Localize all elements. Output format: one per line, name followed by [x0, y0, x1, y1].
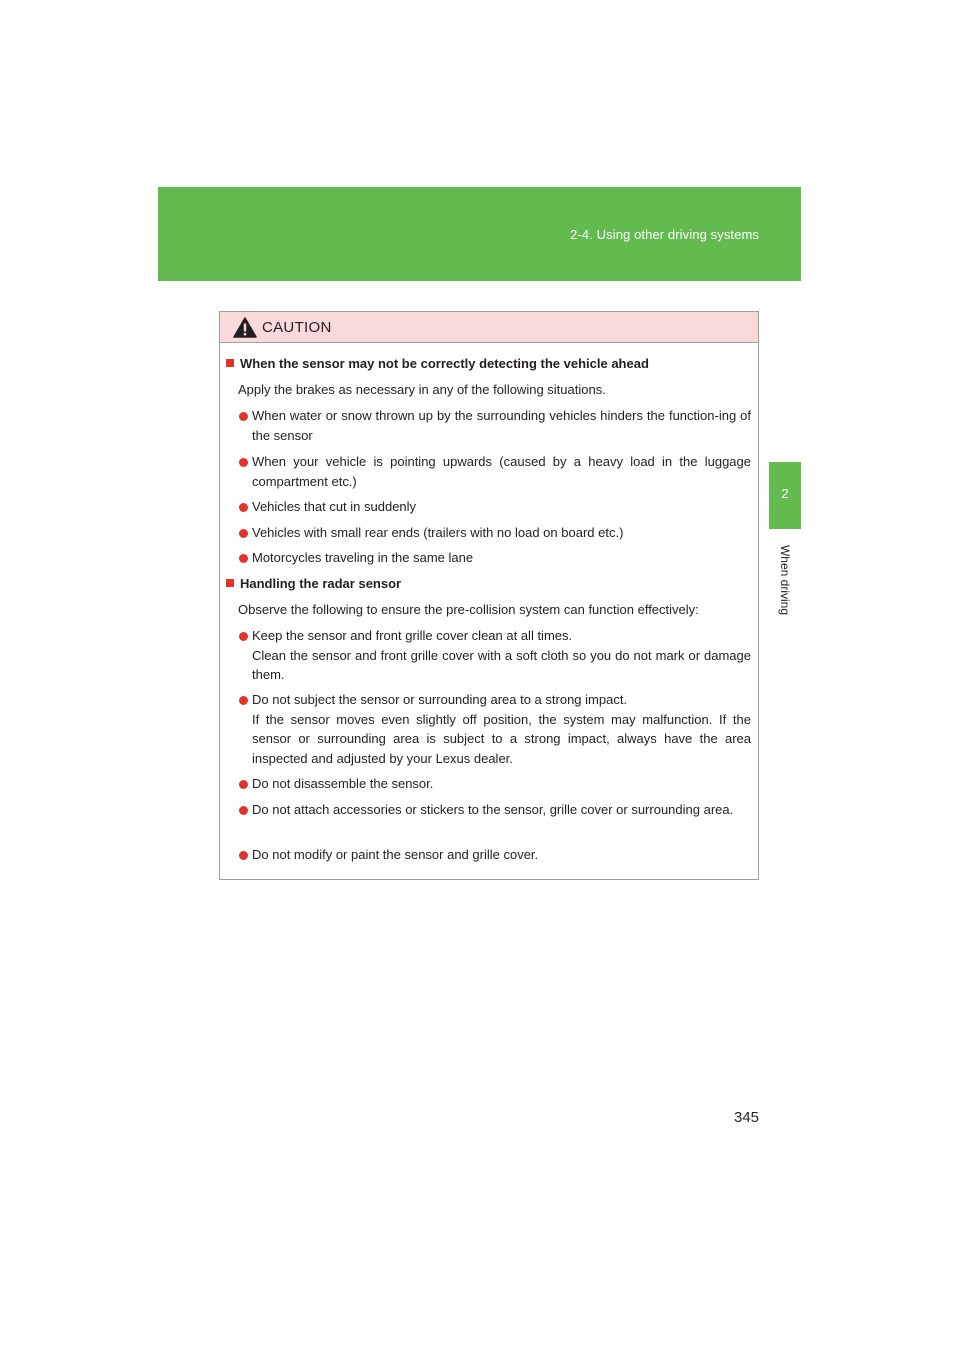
bullet-dot-icon	[239, 851, 248, 860]
list-item: Motorcycles traveling in the same lane	[238, 548, 751, 568]
bullet-dot-icon	[239, 503, 248, 512]
bullet-dot-icon	[239, 806, 248, 815]
bullet-dot-icon	[239, 632, 248, 641]
section-intro: Observe the following to ensure the pre-collision system can function effectively:	[238, 602, 699, 617]
square-bullet-icon	[226, 359, 234, 367]
list-item: When water or snow thrown up by the surrounding vehicles hinders the function-ing of the sensor	[238, 406, 751, 445]
bullet-dot-icon	[239, 458, 248, 467]
list-item: Do not attach accessories or stickers to the sensor, grille cover or surrounding area.	[238, 800, 751, 820]
list-item: Do not modify or paint the sensor and grille cover.	[238, 845, 751, 865]
section-intro: Apply the brakes as necessary in any of the following situations.	[238, 382, 606, 397]
section-title: 2-4. Using other driving systems	[570, 227, 759, 242]
list-item: Vehicles that cut in suddenly	[238, 497, 751, 517]
bullet-dot-icon	[239, 696, 248, 705]
bullet-dot-icon	[239, 412, 248, 421]
caution-box	[219, 311, 759, 880]
bullet-dot-icon	[239, 554, 248, 563]
header-band	[158, 187, 801, 281]
caution-header	[220, 312, 758, 343]
list-item: Do not subject the sensor or surrounding area to a strong impact. If the sensor moves even slightly off position, the system may malfunction. If the sensor or surrounding area is subject to a strong impact, always have the area inspected and adjusted by your Lexus dealer.	[238, 690, 751, 768]
chapter-number: 2	[781, 486, 789, 501]
caution-title: CAUTION	[262, 319, 332, 336]
bullet-dot-icon	[239, 529, 248, 538]
square-bullet-icon	[226, 579, 234, 587]
section-heading: When the sensor may not be correctly detecting the vehicle ahead	[226, 354, 750, 374]
page-number: 345	[734, 1109, 760, 1126]
chapter-label: When driving	[778, 544, 792, 616]
list-item: Vehicles with small rear ends (trailers with no load on board etc.)	[238, 523, 751, 543]
section-heading: Handling the radar sensor	[226, 574, 750, 594]
list-item: Keep the sensor and front grille cover clean at all times. Clean the sensor and front grille cover with a soft cloth so you do not mark or damage them.	[238, 626, 751, 685]
warning-triangle-icon	[233, 317, 257, 338]
list-item: When your vehicle is pointing upwards (caused by a heavy load in the luggage compartment etc.)	[238, 452, 751, 491]
bullet-dot-icon	[239, 780, 248, 789]
chapter-tab	[769, 462, 801, 529]
list-item: Do not disassemble the sensor.	[238, 774, 751, 794]
